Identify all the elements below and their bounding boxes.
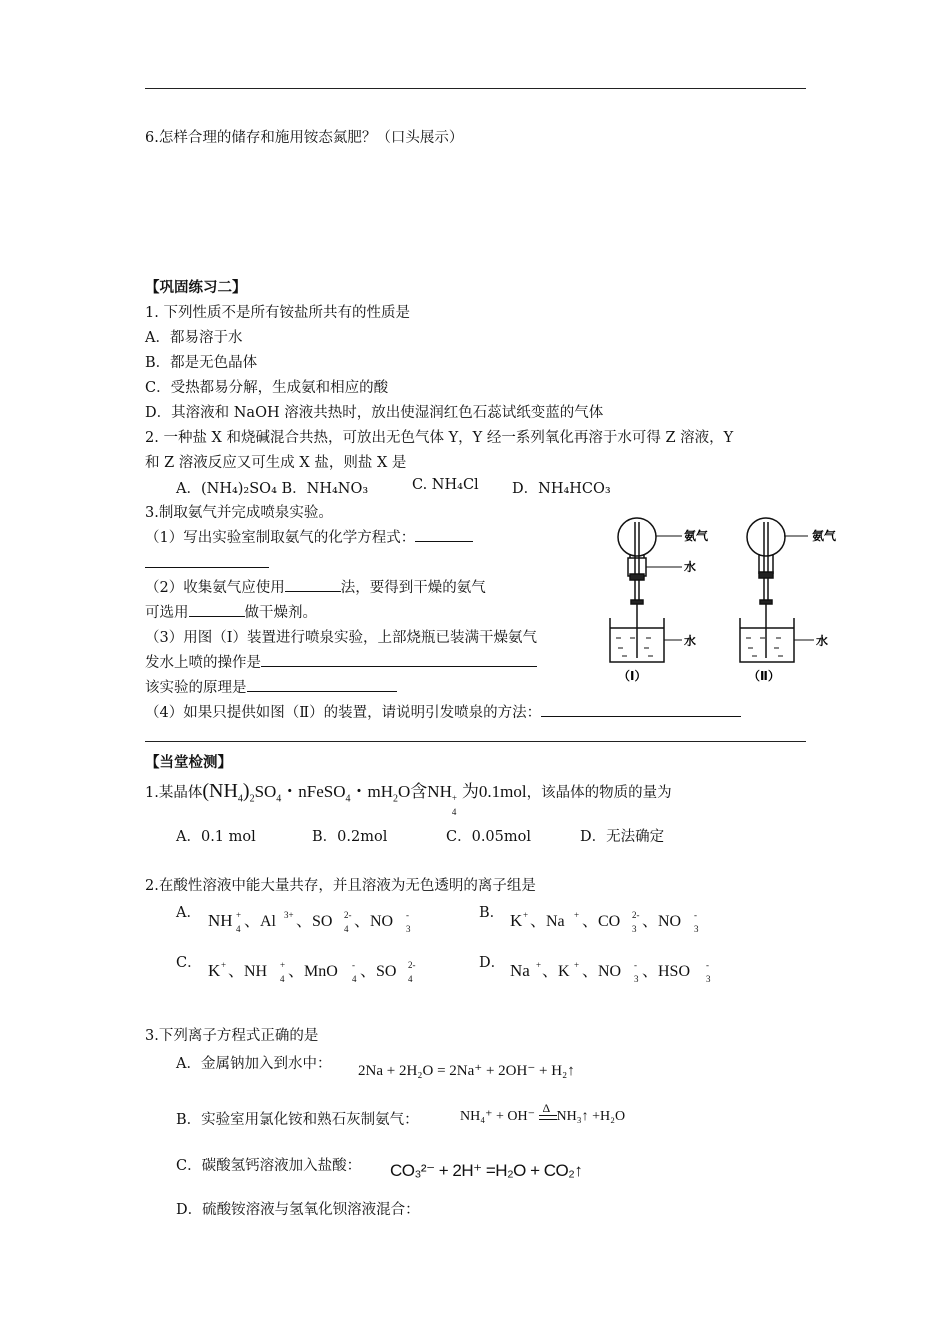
svg-text:3: 3 (632, 924, 637, 934)
svg-text:K: K (510, 911, 523, 930)
s2-q3-part3-line1: （3）用图（Ⅰ）装置进行喷泉实验，上部烧瓶已装满干燥氨气 (145, 630, 537, 646)
formula-sub: 4 (237, 793, 243, 805)
s2-q3-part2 (145, 576, 486, 597)
s2-q3-part3-text-b: 发水上喷的操作是 (145, 655, 261, 671)
formula-part: SO (254, 782, 277, 801)
svg-text:、Al: 、Al (244, 913, 277, 930)
s3-q2-option-c-label: C． (176, 955, 202, 971)
s2-q3-part2-text-b: 法，要得到干燥的氨气 (340, 580, 486, 596)
s2-q1-option-a: A．都易溶于水 (145, 330, 243, 346)
fountain-experiment-figure (600, 512, 850, 692)
answer-blank-line (145, 553, 269, 568)
s3-q1-stem (145, 777, 672, 817)
svg-text:、NH: 、NH (228, 963, 268, 980)
formula-sub: 2 (249, 793, 255, 805)
svg-text:+: + (523, 910, 529, 920)
formula-sup: + (451, 793, 457, 803)
s2-q2-stem-line2: 和 Z 溶液反应又可生成 X 盐，则盐 X 是 (145, 455, 407, 471)
svg-text:、NO: 、NO (582, 963, 622, 980)
s2-q3-part3-line2 (145, 651, 537, 672)
s2-q2-stem-line1: 2. 一种盐 X 和烧碱混合共热，可放出无色气体 Y，Y 经一系列氧化再溶于水可得 Z 溶液，Y (145, 430, 734, 446)
crystal-formula (202, 780, 527, 817)
s2-q1-option-c: C．受热都易分解，生成氨和相应的酸 (145, 380, 389, 396)
s2-q3-part4 (145, 701, 741, 722)
s3-q1-comma: ， (526, 785, 542, 801)
answer-blank (189, 602, 245, 617)
formula-sub: 4 (276, 793, 282, 805)
s3-q2-option-c-ions (208, 954, 468, 988)
s3-q3-option-d: D．硫酸铵溶液与氢氧化钡溶液混合： (176, 1202, 420, 1218)
s2-q3-part2-text-c: 可选用 (145, 605, 189, 621)
svg-text:3: 3 (634, 974, 639, 984)
svg-text:、K: 、K (542, 963, 570, 980)
svg-text:+: + (221, 960, 227, 970)
s3-q3-stem: 3.下列离子方程式正确的是 (145, 1028, 319, 1044)
svg-text:-: - (406, 910, 409, 920)
s2-q3-part4-text: （4）如果只提供如图（Ⅱ）的装置，请说明引发喷泉的方法： (145, 705, 542, 721)
s2-q2-option-c: C. NH₄Cl (412, 477, 479, 493)
svg-text:-: - (634, 960, 637, 970)
svg-text:-: - (352, 960, 355, 970)
s3-q2-option-b-label: B． (479, 905, 505, 921)
s2-q2-option-d: D．NH₄HCO₃ (512, 481, 611, 497)
svg-text:、SO: 、SO (360, 963, 397, 980)
s3-q2-option-a-ions (208, 904, 478, 938)
question-6: 6.怎样合理的储存和施用铵态氮肥？（口头展示） (145, 130, 464, 146)
formula-sub: 2 (393, 793, 399, 805)
svg-text:2-: 2- (408, 960, 416, 970)
svg-text:+: + (574, 960, 580, 970)
svg-text:+: + (574, 910, 580, 920)
svg-text:、NO: 、NO (354, 913, 394, 930)
svg-text:2-: 2- (632, 910, 640, 920)
s2-q3-part2-text-a: （2）收集氨气应使用 (145, 580, 285, 596)
s3-q3-option-b-equation (460, 1101, 626, 1125)
s3-q3-option-b: B．实验室用氯化铵和熟石灰制氨气： (176, 1112, 419, 1128)
s3-q3-option-c: C．碳酸氢钙溶液加入盐酸： (176, 1158, 362, 1174)
s2-q2-option-a-b: A．(NH₄)₂SO₄ B．NH₄NO₃ (176, 481, 369, 497)
answer-blank (247, 677, 397, 692)
s2-q1-option-b: B．都是无色晶体 (145, 355, 258, 371)
svg-text:-: - (706, 960, 709, 970)
s2-q3-part2-cont (145, 601, 317, 622)
svg-text:3: 3 (406, 924, 411, 934)
s2-q3-part2-text-d: 做干燥剂。 (244, 605, 317, 621)
svg-text:K: K (208, 961, 221, 980)
s3-q2-stem: 2.在酸性溶液中能大量共存，并且溶液为无色透明的离子组是 (145, 878, 536, 894)
svg-text:NH: NH (208, 911, 233, 930)
s2-q3-stem: 3.制取氨气并完成喷泉实验。 (145, 505, 333, 521)
svg-text:+: + (536, 960, 542, 970)
label-water-beaker-1: 水 (684, 634, 697, 648)
section-title-practice-2: 【巩固练习二】 (145, 279, 247, 296)
svg-text:3: 3 (694, 924, 699, 934)
s3-q1-prefix: 1.某晶体 (145, 785, 203, 801)
s2-q3-part3-line3 (145, 676, 397, 697)
label-water-tube-1: 水 (684, 560, 697, 574)
label-ammonia-1: 氨气 (684, 529, 709, 543)
answer-blank (261, 652, 537, 667)
answer-blank (285, 577, 341, 592)
heating-arrow (539, 1101, 557, 1120)
svg-text:、MnO: 、MnO (288, 963, 338, 980)
svg-text:4: 4 (352, 974, 357, 984)
formula-sub: 4 (451, 807, 457, 817)
s3-q1-option-d: D．无法确定 (580, 829, 665, 845)
label-figure-2: （Ⅱ） (748, 669, 780, 683)
svg-text:4: 4 (408, 974, 413, 984)
section-rule (145, 741, 806, 742)
s3-q2-option-d-ions (510, 954, 750, 988)
s3-q1-option-c: C．0.05mol (446, 829, 531, 845)
svg-text:、HSO: 、HSO (642, 963, 691, 980)
answer-blank (541, 702, 741, 717)
svg-text:+: + (236, 910, 242, 920)
label-ammonia-2: 氨气 (812, 529, 837, 543)
s3-q2-option-b-ions (510, 904, 740, 938)
svg-text:、Na: 、Na (530, 913, 565, 930)
formula-part: 为0.1mol (461, 782, 527, 801)
top-rule (145, 88, 806, 89)
s2-q3-part3-text-c: 该实验的原理是 (145, 680, 247, 696)
s3-q2-option-d-label: D． (479, 955, 506, 971)
s3-q1-suffix: 该晶体的物质的量为 (541, 785, 672, 801)
formula-part: ・nFeSO (281, 782, 346, 801)
svg-text:、CO: 、CO (582, 913, 621, 930)
label-water-beaker-2: 水 (816, 634, 829, 648)
apparatus-figure-1 (610, 518, 682, 662)
svg-text:-: - (694, 910, 697, 920)
svg-text:4: 4 (236, 924, 241, 934)
s3-q3-option-c-equation: CO₃²⁻ + 2H⁺ =H₂O + CO₂↑ (390, 1161, 583, 1180)
s3-q1-option-a: A．0.1 mol (176, 829, 256, 845)
svg-text:2-: 2- (344, 910, 352, 920)
formula-part: (NH (202, 780, 238, 802)
s3-q1-option-b: B．0.2mol (312, 829, 388, 845)
svg-text:、SO: 、SO (296, 913, 333, 930)
svg-text:3: 3 (706, 974, 711, 984)
formula-part: ) (242, 780, 250, 802)
svg-text:3+: 3+ (284, 910, 294, 920)
equation-left: NH₄⁺ + OH⁻ (460, 1109, 535, 1124)
s2-q3-part1 (145, 526, 473, 547)
svg-text:、NO: 、NO (642, 913, 682, 930)
label-figure-1: （Ⅰ） (618, 669, 647, 683)
equation-right: NH₃↑ +H₂O (556, 1109, 626, 1124)
svg-text:4: 4 (344, 924, 349, 934)
s3-q3-option-a: A．金属钠加入到水中： (176, 1056, 332, 1072)
formula-part: O含NH (398, 782, 452, 801)
s3-q2-option-a-label: A． (176, 905, 201, 921)
svg-text:+: + (280, 960, 286, 970)
svg-text:Na: Na (510, 961, 530, 980)
section-title-in-class-test: 【当堂检测】 (145, 754, 232, 771)
s2-q1-option-d: D．其溶液和 NaOH 溶液共热时，放出使湿润红色石蕊试纸变蓝的气体 (145, 405, 604, 421)
apparatus-figure-2 (740, 518, 814, 662)
s3-q3-option-a-equation: 2Na + 2H₂O = 2Na⁺ + 2OH⁻ + H₂↑ (358, 1063, 575, 1079)
svg-text:4: 4 (280, 974, 285, 984)
answer-blank (415, 527, 473, 542)
s2-q1-stem: 1. 下列性质不是所有铵盐所共有的性质是 (145, 305, 410, 321)
s2-q3-part1-text: （1）写出实验室制取氨气的化学方程式： (145, 530, 416, 546)
formula-sub: 4 (345, 793, 351, 805)
delta-symbol: Δ (542, 1101, 551, 1115)
formula-part: ・mH (350, 782, 394, 801)
